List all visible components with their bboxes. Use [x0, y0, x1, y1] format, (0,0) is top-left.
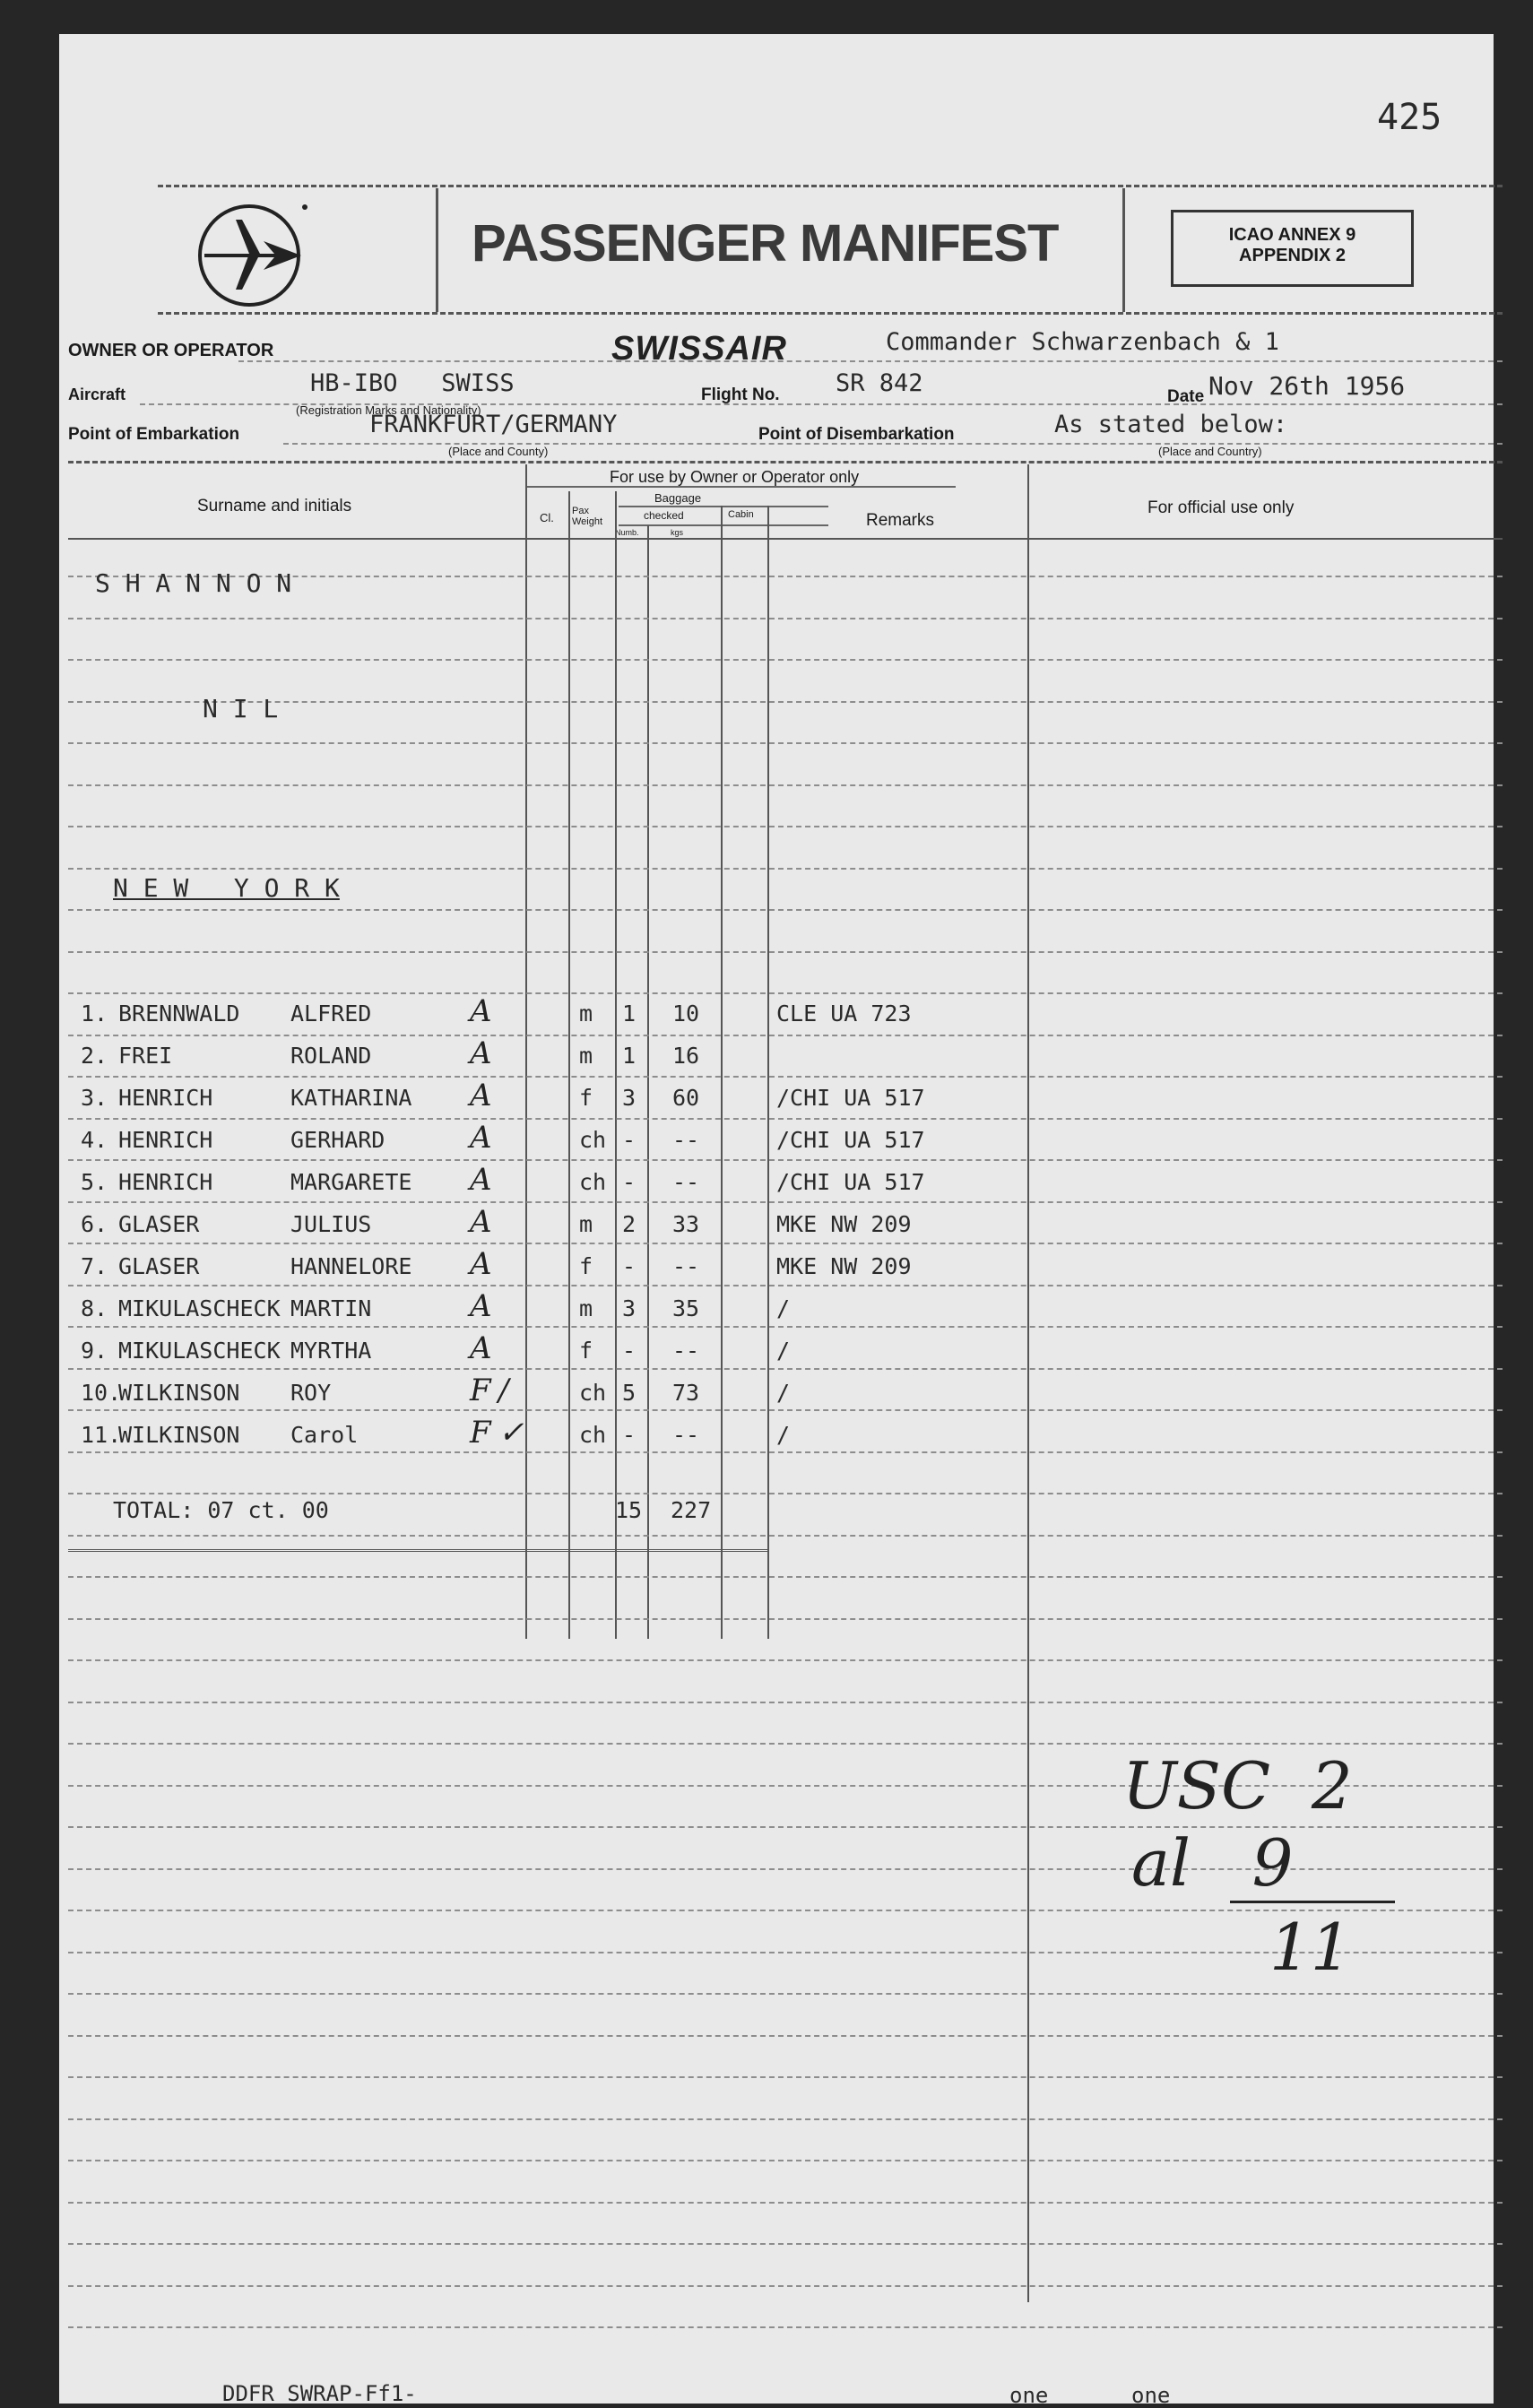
- ruled-line: [68, 701, 1503, 703]
- passenger-firstname: MARTIN: [290, 1295, 372, 1321]
- passenger-bag-kgs: --: [672, 1127, 700, 1153]
- footer-one-2: one: [1131, 2383, 1171, 2408]
- handwritten-sum: 11: [1269, 1910, 1352, 1985]
- ruled-line: [68, 1493, 1503, 1494]
- passenger-bag-kgs: 35: [672, 1295, 700, 1321]
- passenger-firstname: ALFRED: [290, 1000, 372, 1026]
- passenger-mark2: /: [498, 1373, 509, 1408]
- passenger-surname: FREI: [118, 1043, 173, 1069]
- date-value: Nov 26th 1956: [1208, 371, 1406, 401]
- passenger-row: [59, 1078, 1045, 1121]
- passenger-surname: MIKULASCHECK: [118, 1338, 281, 1364]
- passenger-bag-num: 2: [622, 1211, 637, 1237]
- aircraft-label: Aircraft: [68, 385, 126, 403]
- passenger-sex: ch: [579, 1380, 607, 1406]
- passenger-row: [59, 1162, 1045, 1205]
- col-surname-header: Surname and initials: [197, 497, 352, 515]
- passenger-firstname: JULIUS: [290, 1211, 372, 1237]
- passenger-remark: /: [776, 1380, 791, 1406]
- disembarkation-value: As stated below:: [1054, 411, 1288, 438]
- disembarkation-label: Point of Disembarkation: [758, 425, 955, 444]
- ruled-line: [68, 1659, 1503, 1661]
- total-label: TOTAL: 07 ct. 00: [113, 1497, 329, 1523]
- passenger-remark: CLE UA 723: [776, 1000, 912, 1026]
- section-shannon: S H A N N O N: [95, 568, 292, 598]
- passenger-mark: A: [470, 1288, 492, 1324]
- ruled-line: [68, 1535, 1503, 1537]
- passenger-remark: MKE NW 209: [776, 1253, 912, 1279]
- passenger-row: [59, 1035, 1045, 1078]
- handwritten-sum-rule: [1230, 1901, 1395, 1903]
- passenger-mark: A: [470, 1162, 492, 1198]
- ruled-line: [68, 659, 1503, 661]
- ruled-line: [68, 992, 1503, 994]
- passenger-bag-num: -: [622, 1253, 637, 1279]
- passenger-row: [59, 1246, 1045, 1289]
- passenger-sex: m: [579, 1211, 593, 1237]
- owner-label: OWNER OR OPERATOR: [68, 341, 274, 360]
- col-baggage-header: Baggage: [654, 491, 702, 505]
- passenger-bag-num: 3: [622, 1085, 637, 1111]
- passenger-mark: A: [470, 1078, 492, 1113]
- passenger-remark: MKE NW 209: [776, 1211, 912, 1237]
- passenger-mark: A: [470, 1035, 492, 1071]
- embarkation-value: FRANKFURT/GERMANY: [369, 411, 618, 438]
- ruled-line: [68, 618, 1503, 619]
- passenger-mark2: ✓: [498, 1415, 524, 1451]
- ruled-line: [68, 2243, 1503, 2245]
- passenger-mark: A: [470, 1120, 492, 1156]
- handwritten-al: al 9: [1131, 1825, 1294, 1901]
- icao-line-2: APPENDIX 2: [1239, 246, 1346, 265]
- ruled-line: [68, 2160, 1503, 2161]
- footer-one-1: one: [1009, 2383, 1049, 2408]
- icao-line-1: ICAO ANNEX 9: [1228, 225, 1356, 245]
- airline-logo-icon: [195, 200, 312, 311]
- ruled-line: [68, 2202, 1503, 2204]
- col-remarks-header: Remarks: [866, 511, 935, 530]
- ruled-line: [68, 1743, 1503, 1745]
- passenger-row: [59, 1330, 1045, 1373]
- ruled-line: [68, 1576, 1503, 1578]
- passenger-sex: m: [579, 1043, 593, 1069]
- passenger-bag-num: 3: [622, 1295, 637, 1321]
- passenger-firstname: KATHARINA: [290, 1085, 412, 1111]
- passenger-firstname: MARGARETE: [290, 1169, 412, 1195]
- passenger-remark: /CHI UA 517: [776, 1169, 925, 1195]
- manifest-page: [59, 34, 1494, 2408]
- passenger-no: 4.: [81, 1127, 108, 1153]
- header-bottom-rule: [158, 312, 1503, 315]
- col-pax-weight-header: Pax Weight: [572, 506, 603, 527]
- passenger-firstname: GERHARD: [290, 1127, 385, 1153]
- passenger-row: [59, 1120, 1045, 1163]
- passenger-mark: A: [470, 1246, 492, 1282]
- passenger-remark: /: [776, 1295, 791, 1321]
- passenger-mark: A: [470, 1330, 492, 1366]
- passenger-sex: m: [579, 1295, 593, 1321]
- passenger-bag-num: 1: [622, 1000, 637, 1026]
- passenger-no: 3.: [81, 1085, 108, 1111]
- ruled-line: [68, 2118, 1503, 2120]
- passenger-surname: WILKINSON: [118, 1422, 240, 1448]
- passenger-no: 11.: [81, 1422, 122, 1448]
- passenger-bag-num: -: [622, 1422, 637, 1448]
- col-kgs-header: kgs: [671, 528, 684, 537]
- col-cl-header: Cl.: [540, 511, 554, 524]
- embarkation-label: Point of Embarkation: [68, 425, 240, 444]
- passenger-bag-kgs: 16: [672, 1043, 700, 1069]
- passenger-mark: F: [470, 1373, 491, 1408]
- ruled-line: [68, 742, 1503, 744]
- passenger-bag-num: 5: [622, 1380, 637, 1406]
- passenger-firstname: ROY: [290, 1380, 332, 1406]
- passenger-surname: GLASER: [118, 1211, 200, 1237]
- passenger-bag-kgs: --: [672, 1253, 700, 1279]
- operator-logo: SWISSAIR: [611, 330, 787, 368]
- passenger-firstname: ROLAND: [290, 1043, 372, 1069]
- date-label: Date: [1167, 387, 1205, 406]
- total-kgs: 227: [671, 1497, 712, 1523]
- passenger-row: [59, 1204, 1045, 1247]
- passenger-row: [59, 1373, 1045, 1416]
- passenger-firstname: MYRTHA: [290, 1338, 372, 1364]
- ruled-line: [68, 826, 1503, 827]
- col-cabin-header: Cabin: [728, 509, 754, 520]
- passenger-sex: ch: [579, 1127, 607, 1153]
- passenger-sex: ch: [579, 1422, 607, 1448]
- flight-label: Flight No.: [701, 385, 780, 404]
- passenger-no: 2.: [81, 1043, 108, 1069]
- ruled-line: [68, 2326, 1503, 2328]
- passenger-remark: /CHI UA 517: [776, 1085, 925, 1111]
- passenger-no: 7.: [81, 1253, 108, 1279]
- passenger-bag-kgs: --: [672, 1169, 700, 1195]
- passenger-mark: A: [470, 1204, 492, 1240]
- section-nil: N I L: [203, 694, 279, 723]
- passenger-mark: A: [470, 993, 492, 1029]
- passenger-sex: m: [579, 1000, 593, 1026]
- col-official-header: For official use only: [1148, 498, 1295, 517]
- passenger-no: 10.: [81, 1380, 122, 1406]
- ruled-line: [68, 1702, 1503, 1703]
- passenger-bag-kgs: 73: [672, 1380, 700, 1406]
- ruled-line: [68, 2076, 1503, 2078]
- disembarkation-caption: (Place and Country): [1158, 445, 1262, 458]
- passenger-sex: f: [579, 1338, 593, 1364]
- page-number: 425: [1377, 97, 1442, 138]
- ruled-line: [68, 784, 1503, 786]
- passenger-firstname: HANNELORE: [290, 1253, 412, 1279]
- ruled-line: [68, 1993, 1503, 1995]
- passenger-surname: HENRICH: [118, 1085, 213, 1111]
- passenger-surname: WILKINSON: [118, 1380, 240, 1406]
- ruled-line: [68, 2285, 1503, 2287]
- passenger-surname: HENRICH: [118, 1169, 213, 1195]
- passenger-sex: f: [579, 1085, 593, 1111]
- passenger-firstname: Carol: [290, 1422, 359, 1448]
- ruled-line: [68, 909, 1503, 911]
- ruled-line: [68, 951, 1503, 953]
- passenger-no: 9.: [81, 1338, 108, 1364]
- ruled-line: [68, 1618, 1503, 1620]
- ruled-line: [68, 868, 1503, 870]
- passenger-no: 6.: [81, 1211, 108, 1237]
- passenger-bag-kgs: --: [672, 1338, 700, 1364]
- passenger-bag-kgs: --: [672, 1422, 700, 1448]
- passenger-bag-num: -: [622, 1169, 637, 1195]
- col-numb-header: Numb.: [615, 528, 639, 537]
- col-checked-header: checked: [644, 509, 684, 522]
- passenger-surname: HENRICH: [118, 1127, 213, 1153]
- passenger-surname: GLASER: [118, 1253, 200, 1279]
- section-new-york: N E W Y O R K: [113, 873, 340, 903]
- header-top-rule: [158, 185, 1503, 187]
- icao-box: [1171, 210, 1414, 287]
- document-title: PASSENGER MANIFEST: [472, 214, 1059, 273]
- passenger-bag-num: -: [622, 1127, 637, 1153]
- handwritten-usc: USC 2: [1122, 1748, 1353, 1823]
- ruled-line: [68, 2035, 1503, 2037]
- passenger-row: [59, 1415, 1045, 1458]
- passenger-no: 1.: [81, 1000, 108, 1026]
- passenger-row: [59, 993, 1045, 1036]
- passenger-surname: BRENNWALD: [118, 1000, 240, 1026]
- total-num: 15: [615, 1497, 643, 1523]
- flight-value: SR 842: [836, 369, 923, 397]
- passenger-remark: /: [776, 1422, 791, 1448]
- embarkation-caption: (Place and County): [448, 445, 549, 458]
- aircraft-value: HB-IBO SWISS: [310, 369, 515, 397]
- passenger-bag-num: -: [622, 1338, 637, 1364]
- commander-value: Commander Schwarzenbach & 1: [886, 328, 1279, 356]
- passenger-bag-kgs: 10: [672, 1000, 700, 1026]
- passenger-surname: MIKULASCHECK: [118, 1295, 281, 1321]
- passenger-bag-kgs: 60: [672, 1085, 700, 1111]
- passenger-no: 8.: [81, 1295, 108, 1321]
- passenger-remark: /CHI UA 517: [776, 1127, 925, 1153]
- passenger-remark: /: [776, 1338, 791, 1364]
- passenger-row: [59, 1288, 1045, 1331]
- registration-caption: (Registration Marks and Nationality): [296, 403, 481, 417]
- passenger-no: 5.: [81, 1169, 108, 1195]
- passenger-mark: F: [470, 1415, 491, 1451]
- passenger-sex: f: [579, 1253, 593, 1279]
- passenger-bag-num: 1: [622, 1043, 637, 1069]
- passenger-bag-kgs: 33: [672, 1211, 700, 1237]
- owner-use-header: For use by Owner or Operator only: [610, 468, 860, 486]
- footer-code: DDFR SWRAP-Ff1-: [222, 2381, 417, 2406]
- passenger-sex: ch: [579, 1169, 607, 1195]
